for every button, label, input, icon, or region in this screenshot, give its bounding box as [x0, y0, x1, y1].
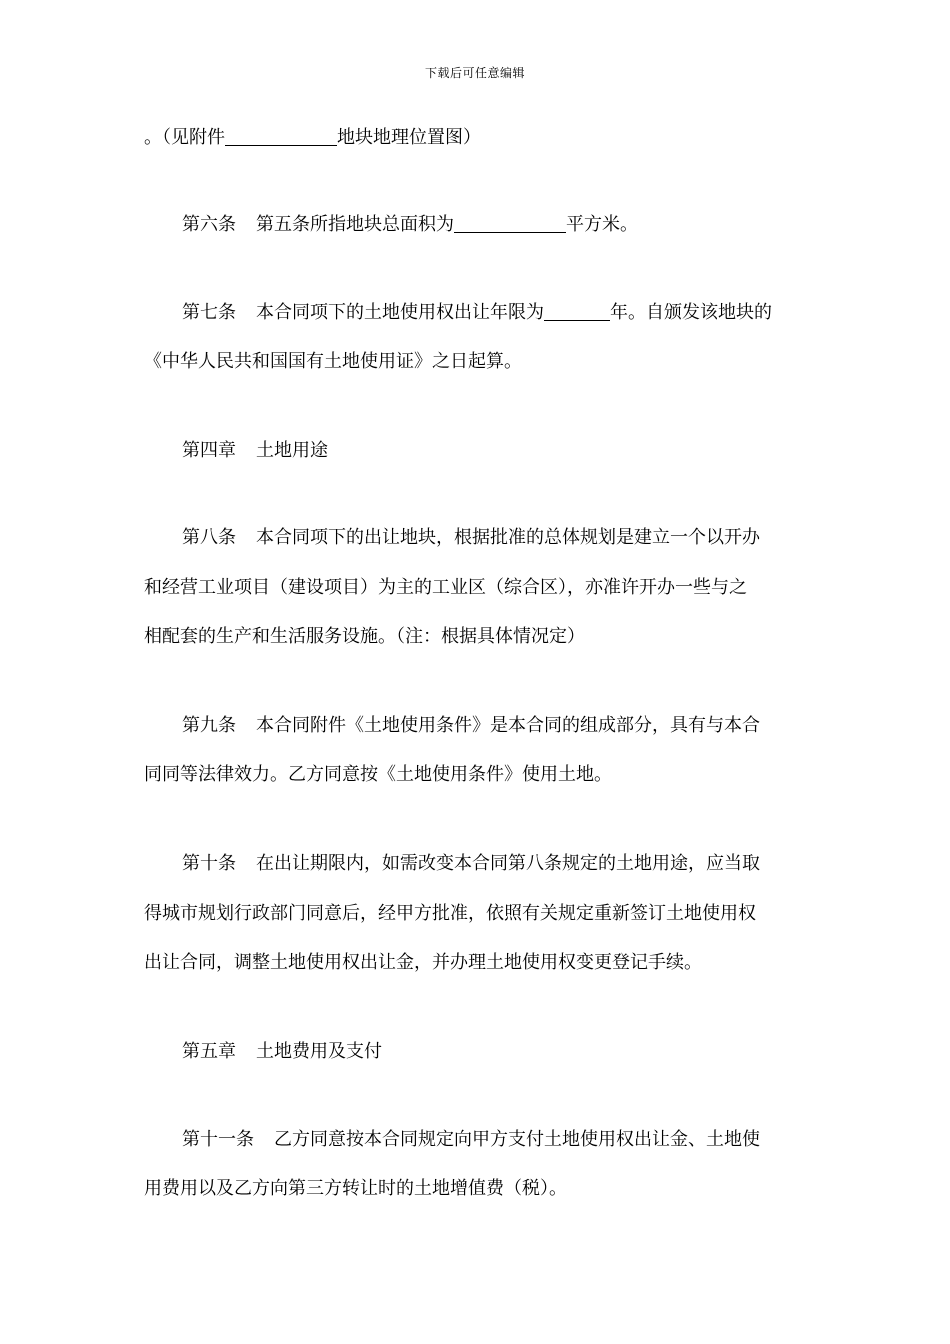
article-6-unit: 平方米。 [566, 214, 638, 235]
chapter-4-heading [182, 437, 328, 465]
article-8-line-3: 相配套的生产和生活服务设施。（注：根据具体情况定） [144, 626, 585, 647]
article-8-number: 第八条 [182, 527, 236, 548]
article-11-line-1 [182, 1126, 760, 1154]
article-10-number: 第十条 [182, 853, 236, 874]
article-9-line-1 [182, 712, 760, 740]
article-8-line-1 [182, 524, 760, 552]
article-9-line-2: 同同等法律效力。乙方同意按《土地使用条件》使用土地。 [144, 764, 612, 785]
article-7-text-cont: 年。自颁发该地块的 [610, 302, 772, 323]
chapter-5-title: 土地费用及支付 [256, 1041, 382, 1062]
article-6-number: 第六条 [182, 214, 236, 235]
article-11-line-2: 用费用以及乙方向第三方转让时的土地增值费（税）。 [144, 1178, 567, 1199]
chapter-4-title: 土地用途 [256, 440, 328, 461]
chapter-4-number: 第四章 [182, 440, 236, 461]
article-8-text: 本合同项下的出让地块，根据批准的总体规划是建立一个以开办 [256, 527, 760, 548]
page-header-note: 下载后可任意编辑 [424, 66, 525, 80]
attachment-line [144, 124, 481, 152]
article-7-number: 第七条 [182, 302, 236, 323]
article-7-text: 本合同项下的土地使用权出让年限为 [256, 302, 544, 323]
article-6 [182, 211, 638, 239]
area-blank [454, 212, 566, 233]
article-10-line-3: 出让合同，调整土地使用权出让金，并办理土地使用权变更登记手续。 [144, 952, 702, 973]
attachment-blank [225, 125, 337, 146]
article-10-text: 在出让期限内，如需改变本合同第八条规定的土地用途，应当取 [256, 853, 760, 874]
term-years-blank [544, 300, 610, 321]
article-7-line-2: 《中华人民共和国国有土地使用证》之日起算。 [144, 351, 522, 372]
attachment-prefix: 。（见附件 [144, 127, 225, 148]
article-9-number: 第九条 [182, 715, 236, 736]
article-8-line-2: 和经营工业项目（建设项目）为主的工业区（综合区），亦准许开办一些与之 [144, 577, 747, 598]
article-6-text: 第五条所指地块总面积为 [256, 214, 454, 235]
article-9-text: 本合同附件《土地使用条件》是本合同的组成部分，具有与本合 [256, 715, 760, 736]
article-11-number: 第十一条 [182, 1129, 254, 1150]
article-10-line-2: 得城市规划行政部门同意后，经甲方批准，依照有关规定重新签订土地使用权 [144, 903, 756, 924]
attachment-suffix: 地块地理位置图） [337, 127, 481, 148]
article-11-text: 乙方同意按本合同规定向甲方支付土地使用权出让金、土地使 [274, 1129, 760, 1150]
chapter-5-number: 第五章 [182, 1041, 236, 1062]
article-7-line-1 [182, 299, 772, 327]
chapter-5-heading [182, 1038, 382, 1066]
article-10-line-1 [182, 850, 760, 878]
